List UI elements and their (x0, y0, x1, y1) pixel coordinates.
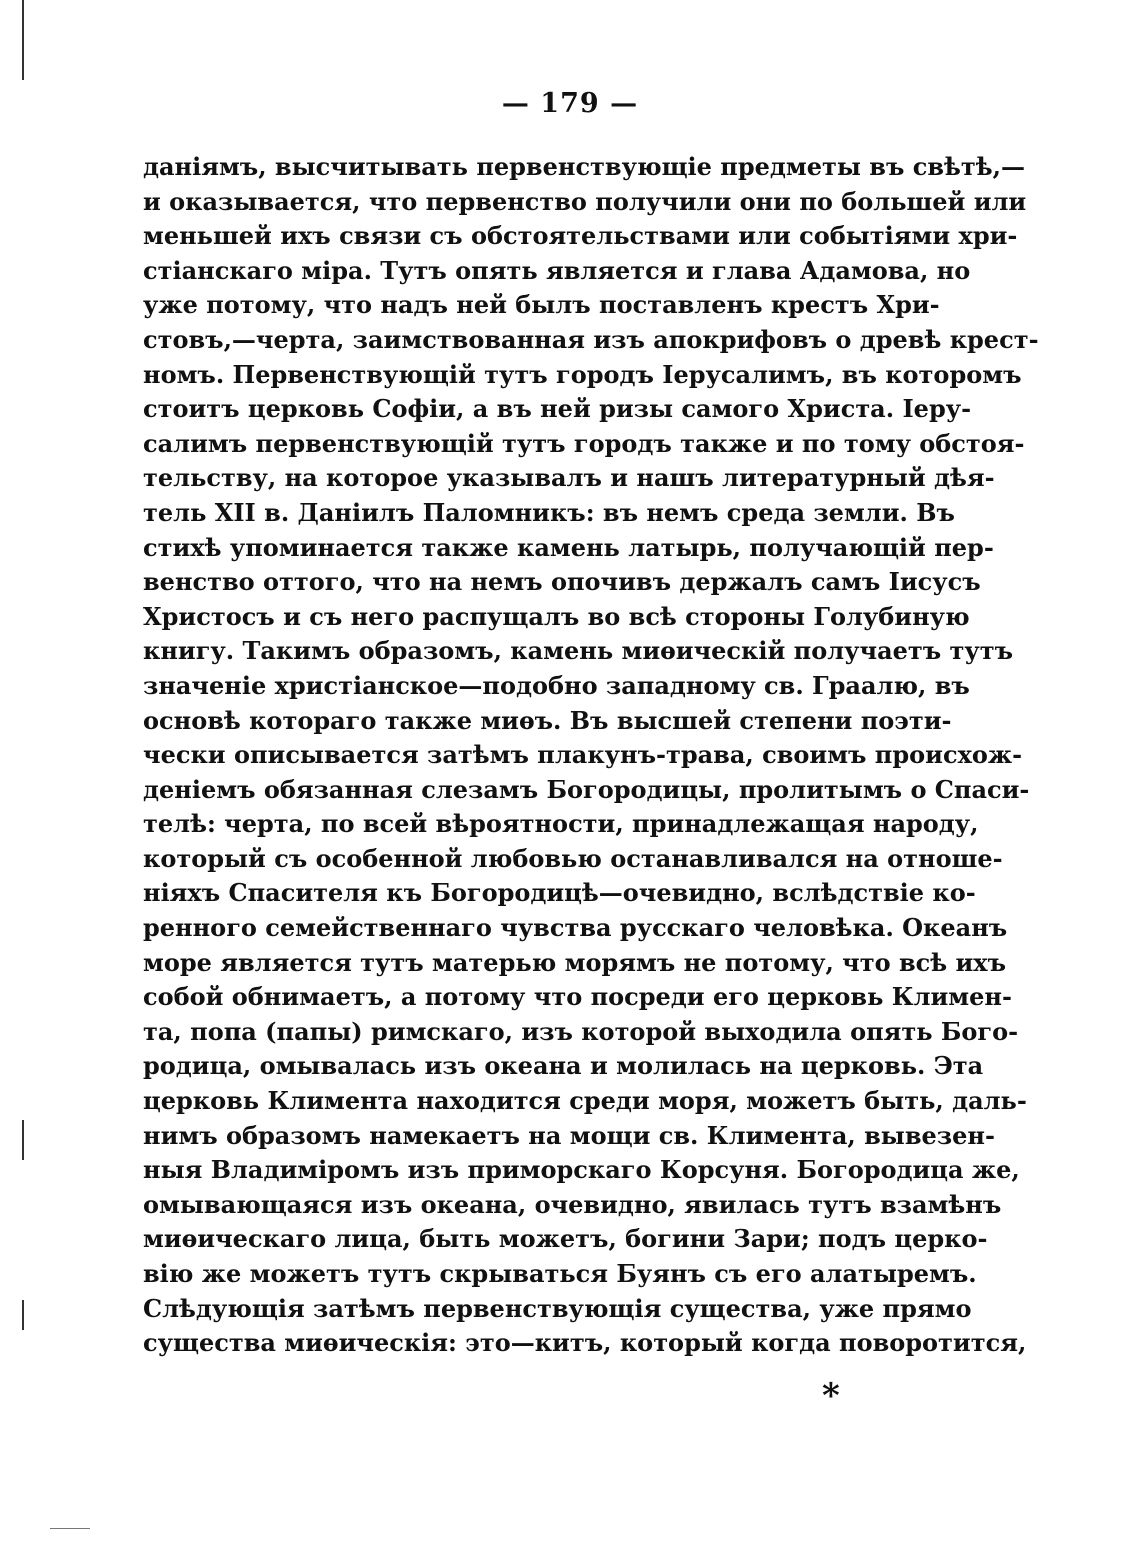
text-line: омывающаяся изъ океана, очевидно, явилась тутъ взамѣнъ (143, 1189, 1002, 1219)
text-line: салимъ первенствующій тутъ городъ также и по тому обстоя- (143, 428, 1025, 458)
text-line: тель XII в. Даніилъ Паломникъ: въ немъ среда земли. Въ (143, 497, 955, 527)
text-line: книгу. Такимъ образомъ, камень миѳическій получаетъ тутъ (143, 636, 1014, 666)
body-text (143, 150, 1039, 1361)
text-line: основѣ котораго также миѳъ. Въ высшей степени поэти- (143, 705, 952, 735)
text-line: уже потому, что надъ ней былъ поставленъ крестъ Хри- (143, 290, 940, 320)
text-line: и оказывается, что первенство получили они по большей или (143, 186, 1027, 216)
text-line: ніяхъ Спасителя къ Богородицѣ—очевидно, вслѣдствіе ко- (143, 878, 976, 908)
text-line: деніемъ обязанная слезамъ Богородицы, пролитымъ о Спаси- (143, 774, 1030, 804)
text-line: венство оттого, что на немъ опочивъ держалъ самъ Іисусъ (143, 567, 981, 597)
left-margin-scan-mark (22, 1300, 24, 1330)
text-line: тельству, на которое указывалъ и нашъ литературный дѣя- (143, 463, 995, 493)
text-line: вію же можетъ тутъ скрываться Буянъ съ его алатыремъ. (143, 1259, 977, 1288)
text-line: родица, омывалась изъ океана и молилась на церковь. Эта (143, 1051, 984, 1081)
left-margin-scan-mark (22, 0, 24, 80)
text-line: существа миѳическія: это—китъ, который когда поворотится, (143, 1328, 1027, 1358)
text-line: чески описывается затѣмъ плакунъ-трава, своимъ происхож- (143, 740, 1023, 770)
text-line: та, попа (папы) римскаго, изъ которой выходила опять Бого- (143, 1016, 1019, 1046)
signature-mark: * (822, 1376, 840, 1416)
text-line: море является тутъ матерью морямъ не потому, что всѣ ихъ (143, 947, 1006, 977)
text-line: церковь Климента находится среди моря, можетъ быть, даль- (143, 1086, 1027, 1116)
text-line: ренного семейственнаго чувства русскаго человѣка. Океанъ (143, 913, 1008, 943)
text-line: значеніе христіанское—подобно западному св. Граалю, въ (143, 670, 970, 700)
text-line: номъ. Первенствующій тутъ городъ Іерусалимъ, въ которомъ (143, 359, 1022, 389)
text-line: который съ особенной любовью останавливался на отноше- (143, 843, 1003, 873)
text-line: собой обнимаетъ, а потому что посреди его церковь Климен- (143, 982, 1012, 1012)
text-line: Христосъ и съ него распущалъ во всѣ стороны Голубиную (143, 601, 970, 631)
text-line: миѳическаго лица, быть можетъ, богини Зари; подъ церко- (143, 1224, 988, 1254)
text-line: стіанскаго міра. Тутъ опять является и глава Адамова, но (143, 255, 971, 285)
text-line: стовъ,—черта, заимствованная изъ апокрифовъ о древѣ крест- (143, 324, 1039, 354)
text-line: Слѣдующія затѣмъ первенствующія существа, уже прямо (143, 1293, 972, 1323)
text-line: меньшей ихъ связи съ обстоятельствами или событіями хри- (143, 221, 1018, 251)
bottom-margin-scan-mark (50, 1528, 90, 1529)
text-line: стихѣ упоминается также камень латырь, получающій пер- (143, 532, 994, 562)
text-line: ныя Владиміромъ изъ приморскаго Корсуня. Богородица же, (143, 1155, 1020, 1185)
page-number: — 179 — (501, 88, 639, 119)
text-line: стоитъ церковь Софіи, а въ ней ризы самого Христа. Іеру- (143, 394, 972, 424)
left-margin-scan-mark (22, 1120, 24, 1160)
text-line: нимъ образомъ намекаетъ на мощи св. Климента, вывезен- (143, 1120, 995, 1150)
text-line: телѣ: черта, по всей вѣроятности, принадлежащая народу, (143, 809, 979, 839)
text-line: даніямъ, высчитывать первенствующіе предметы въ свѣтѣ,— (143, 152, 1026, 181)
